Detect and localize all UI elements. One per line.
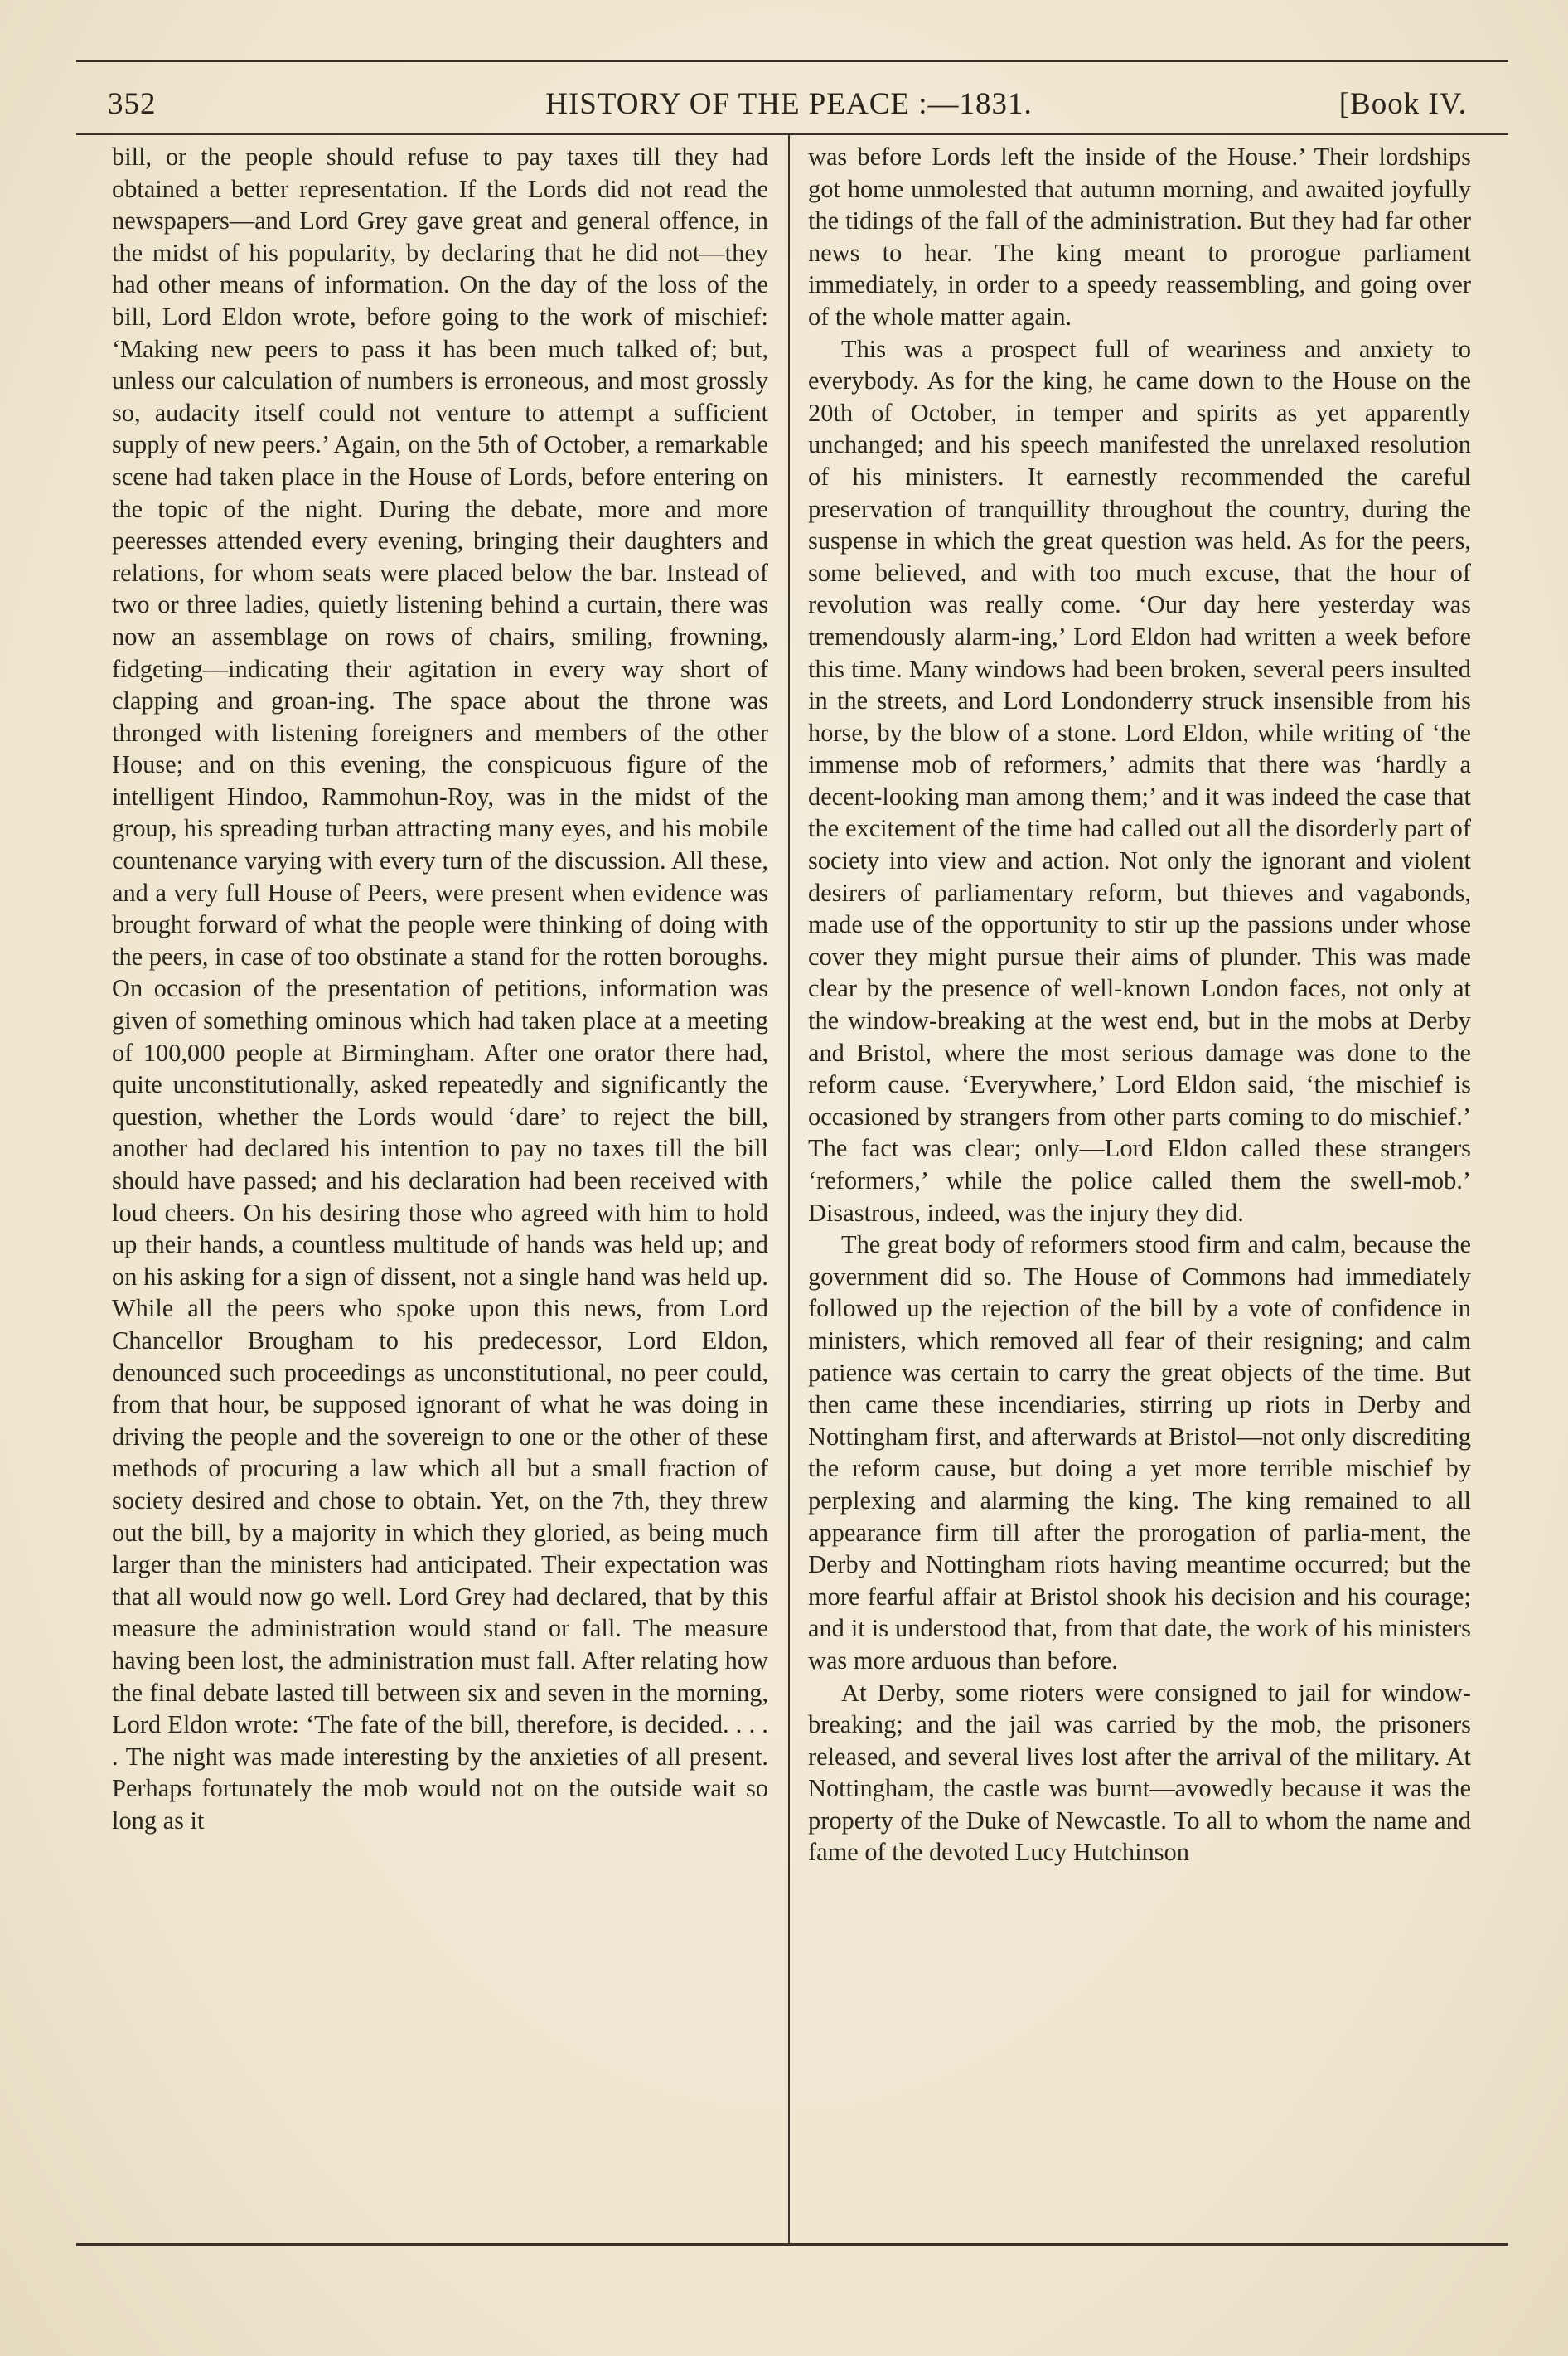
paragraph: At Derby, some rioters were consigned to jail for window-breaking; and the jail was carried by the mob, the prisoners released, and several lives lost after the arrival of the military. At Nottingham, the castle was burnt—avowedly because it was the property of the Duke of Newcastle. To all to whom the name and fame of the devoted Lucy Hutchinson <box>808 1678 1471 1867</box>
book-label: [Book IV. <box>1338 87 1467 121</box>
right-column <box>808 141 1471 2213</box>
bottom-rule <box>76 2243 1508 2246</box>
left-column <box>112 141 768 2213</box>
running-header <box>93 81 1485 128</box>
top-border-rule <box>76 60 1508 62</box>
column-divider <box>788 135 790 2246</box>
page-number: 352 <box>108 87 157 121</box>
paragraph: bill, or the people should refuse to pay taxes till they had obtained a better representation. If the Lords did not read the newspapers—and Lord Grey gave great and general offence, in the midst of his popularity, by declaring that he did not—they had other means of information. On the day of the loss of the bill, Lord Eldon wrote, before going to the work of mischief: ‘Making new peers to pass it has been much talked of; but, unless our calculation of numbers is erroneous, and most grossly so, audacity itself could not venture to attempt a sufficient supply of new peers.’ Again, on the 5th of October, a remarkable scene had taken place in the House of Lords, before entering on the topic of the night. During the debate, more and more peeresses attended every evening, bringing their daughters and relations, for whom seats were placed below the bar. Instead of two or three ladies, quietly listening behind a curtain, there was now an assemblage on rows of chairs, smiling, frowning, fidgeting—indicating their agitation in every way short of clapping and groan-ing. The space about the throne was thronged with listening foreigners and members of the other House; and on this evening, the conspicuous figure of the intelligent Hindoo, Rammohun-Roy, was in the midst of the group, his spreading turban attracting many eyes, and his mobile countenance varying with every turn of the discussion. All these, and a very full House of Peers, were present when evidence was brought forward of what the people were thinking of doing with the peers, in case of too obstinate a stand for the rotten boroughs. On occasion of the presentation of petitions, information was given of something ominous which had taken place at a meeting of 100,000 people at Birmingham. After one orator there had, quite unconstitutionally, asked repeatedly and significantly the question, whether the Lords would ‘dare’ to reject the bill, another had declared his intention to pay no taxes till the bill should have passed; and his declaration had been received with loud cheers. On his desiring those who agreed with him to hold up their hands, a countless multitude of hands was held up; and on his asking for a sign of dissent, not a single hand was held up. While all the peers who spoke upon this news, from Lord Chancellor Brougham to his predecessor, Lord Eldon, denounced such proceedings as unconstitutional, no peer could, from that hour, be supposed ignorant of what he was doing in driving the people and the sovereign to one or the other of these methods of procuring a law which all but a small fraction of society desired and chose to obtain. Yet, on the 7th, they threw out the bill, by a majority in which they gloried, as being much larger than the ministers had anticipated. Their expectation was that all would now go well. Lord Grey had declared, that by this measure the administration would stand or fall. The measure having been lost, the administration must fall. After relating how the final debate lasted till between six and seven in the morning, Lord Eldon wrote: ‘The fate of the bill, therefore, is decided. . . . . The night was made interesting by the anxieties of all present. Perhaps fortunately the mob would not on the outside wait so long as it <box>112 143 768 1835</box>
paragraph: was before Lords left the inside of the House.’ Their lordships got home unmolested that autumn morning, and awaited joyfully the tidings of the fall of the administration. But they had far other news to hear. The king meant to prorogue parliament immediately, in order to a speedy reassembling, and going over of the whole matter again. <box>808 143 1471 331</box>
header-rule <box>76 133 1508 135</box>
paragraph: The great body of reformers stood firm and calm, because the government did so. The House of Commons had immediately followed up the rejection of the bill by a vote of confidence in ministers, which removed all fear of their resigning; and calm patience was certain to carry the great objects of the time. But then came these incendiaries, stirring up riots in Derby and Nottingham first, and afterwards at Bristol—not only discrediting the reform cause, but doing a yet more terrible mischief by perplexing and alarming the king. The king remained to all appearance firm till after the prorogation of parlia-ment, the Derby and Nottingham riots having meantime occurred; but the more fearful affair at Bristol shook his decision and his courage; and it is understood that, from that date, the work of his ministers was more arduous than before. <box>808 1230 1471 1675</box>
running-title: HISTORY OF THE PEACE :—1831. <box>545 87 1033 121</box>
paragraph: This was a prospect full of weariness and anxiety to everybody. As for the king, he came down to the House on the 20th of October, in temper and spirits as yet apparently unchanged; and his speech manifested the unrelaxed resolution of his ministers. It earnestly recommended the careful preservation of tranquillity throughout the country, during the suspense in which the great question was held. As for the peers, some believed, and with too much excuse, that the hour of revolution was really come. ‘Our day here yesterday was tremendously alarm-ing,’ Lord Eldon had written a week before this time. Many windows had been broken, several peers insulted in the streets, and Lord Londonderry struck insensible from his horse, by the blow of a stone. Lord Eldon, while writing of ‘the immense mob of reformers,’ admits that there was ‘hardly a decent-looking man among them;’ and it was indeed the case that the excitement of the time had called out all the disorderly part of society into view and action. Not only the ignorant and violent desirers of parliamentary reform, but thieves and vagabonds, made use of the opportunity to stir up the passions under whose cover they might pursue their aims of plunder. This was made clear by the presence of well-known London faces, not only at the window-breaking at the west end, but in the mobs at Derby and Bristol, where the most serious damage was done to the reform cause. ‘Everywhere,’ Lord Eldon said, ‘the mischief is occasioned by strangers from other parts coming to do mischief.’ The fact was clear; only—Lord Eldon called these strangers ‘reformers,’ while the police called them the swell-mob.’ Disastrous, indeed, was the injury they did. <box>808 334 1471 1227</box>
